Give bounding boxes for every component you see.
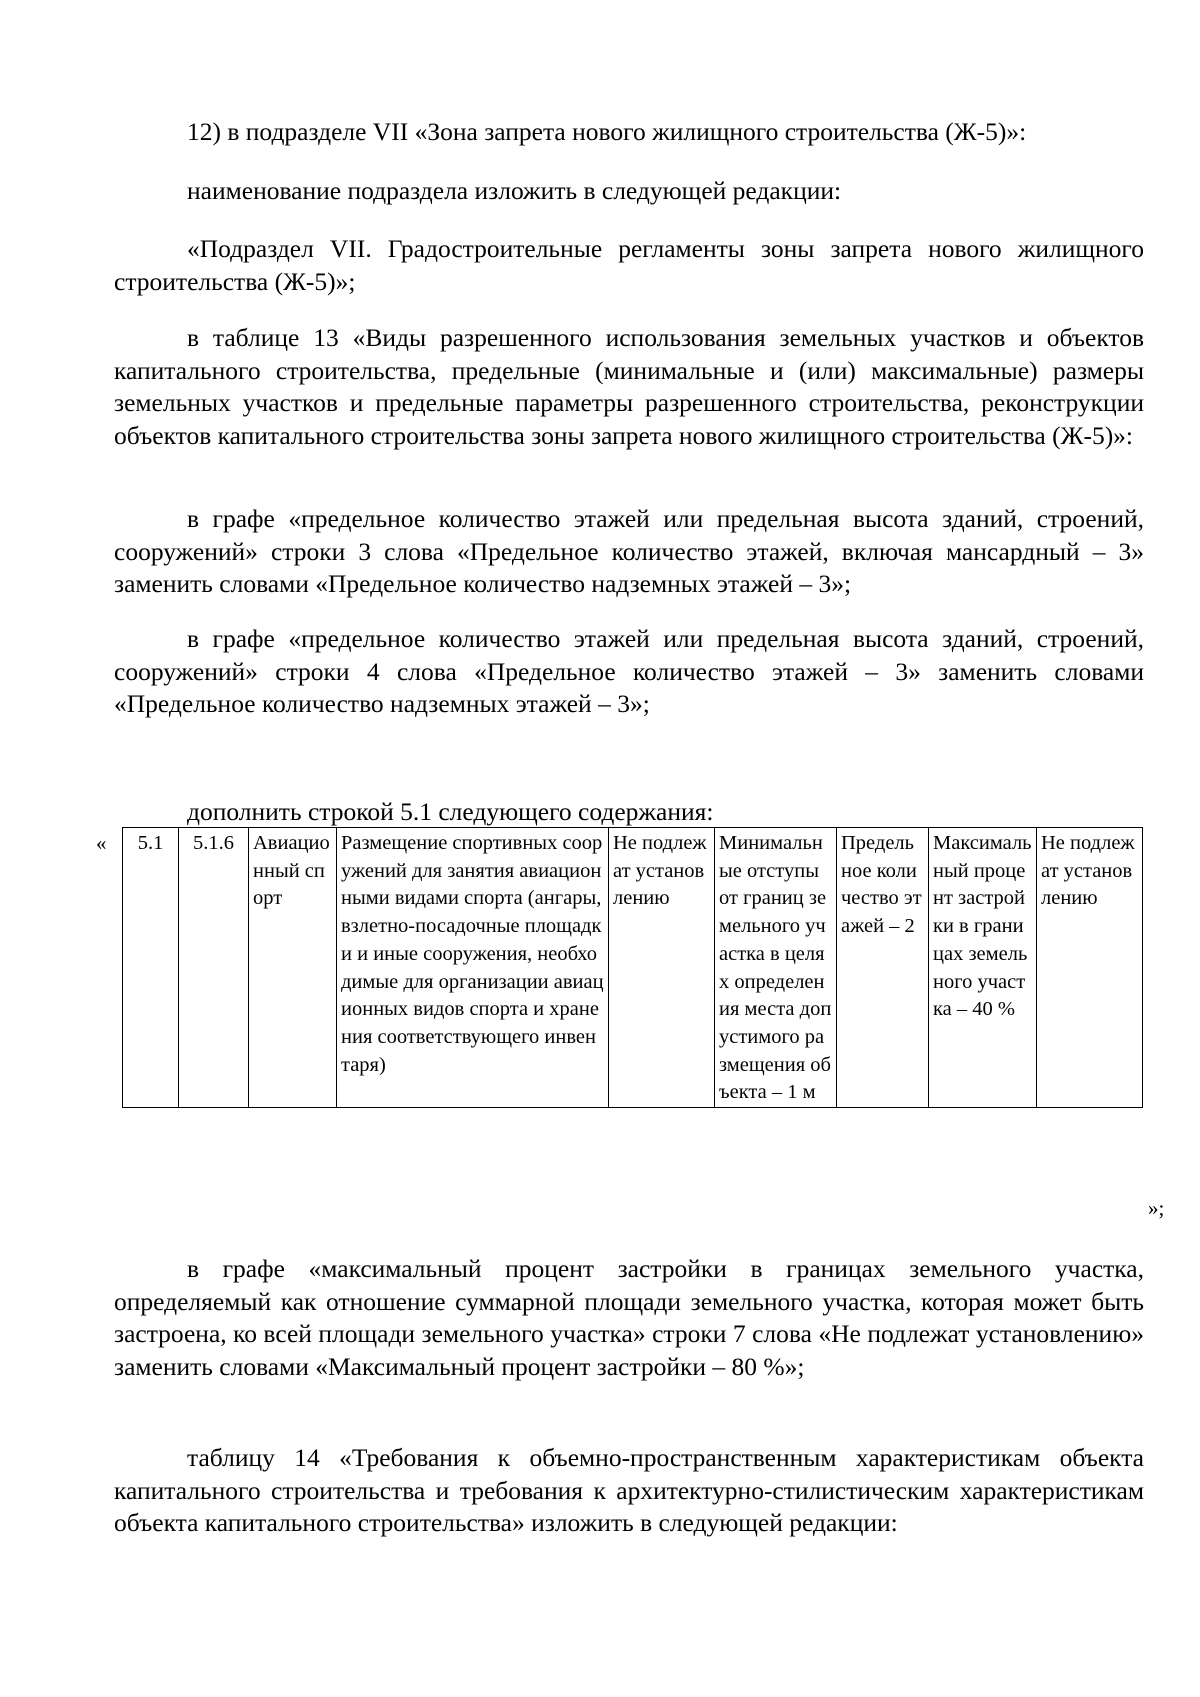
paragraph-table-13: в таблице 13 «Виды разрешенного использования земельных участков и объектов капитального строительства, предельные (минимальные и (или) максимальные) размеры земельных участков и предельные параметры разрешенного строительства, реконструкции объектов капитального строительства зоны запрета нового жилищного строительства (Ж-5)»: <box>114 323 1144 450</box>
table-open-quote: « <box>96 831 107 855</box>
paragraph-item-12: 12) в подразделе VII «Зона запрета нового жилищного строительства (Ж-5)»: <box>187 117 1027 146</box>
paragraph-subsection-name: наименование подраздела изложить в следующей редакции: <box>187 176 842 205</box>
table-close-quote: »; <box>1148 1196 1165 1220</box>
cell-plot-size: Не подлежат установлению <box>609 828 715 1108</box>
paragraph-table-14: таблицу 14 «Требования к объемно-пространственным характеристикам объекта капитального строительства и требования к архитектурно-стилистическим характеристикам объекта капитального строительства» изложить в следующей редакции: <box>114 1443 1144 1537</box>
paragraph-subsection-title: «Подраздел VII. Градостроительные регламенты зоны запрета нового жилищного строительства (Ж-5)»; <box>114 234 1144 296</box>
cell-other: Не подлежат установлению <box>1037 828 1143 1108</box>
paragraph-row-7-change: в графе «максимальный процент застройки в границах земельного участка, определяемый как отношение суммарной площади земельного участка, которая может быть застроена, ко всей площади земельного участка» строки 7 слова «Не подлежат установлению» заменить словами «Максимальный процент застройки – 80 %»; <box>114 1254 1144 1381</box>
paragraph-row-4-change: в графе «предельное количество этажей или предельная высота зданий, строений, сооружений» строки 4 слова «Предельное количество этажей – 3» заменить словами «Предельное количество надземных этажей – 3»; <box>114 624 1144 718</box>
inserted-row-table <box>122 827 1143 1108</box>
cell-setbacks: Минимальные отступы от границ земельного участка в целях определения места допустимого размещения объекта – 1 м <box>715 828 837 1108</box>
paragraph-row-3-change: в графе «предельное количество этажей или предельная высота зданий, строений, сооружений» строки 3 слова «Предельное количество этажей, включая мансардный – 3» заменить словами «Предельное количество надземных этажей – 3»; <box>114 504 1144 598</box>
cell-row-number: 5.1 <box>123 828 179 1108</box>
table-row <box>123 828 1143 1108</box>
cell-floors: Предельное количество этажей – 2 <box>837 828 929 1108</box>
cell-code: 5.1.6 <box>179 828 249 1108</box>
cell-use-type: Авиационный спорт <box>249 828 337 1108</box>
cell-build-percent: Максимальный процент застройки в границах земельного участка – 40 % <box>929 828 1037 1108</box>
paragraph-add-row: дополнить строкой 5.1 следующего содержания: <box>187 797 714 826</box>
cell-description: Размещение спортивных сооружений для занятия авиационными видами спорта (ангары, взлетно-посадочные площадки и иные сооружения, необходимые для организации авиационных видов спорта и хранения соответствующего инвентаря) <box>337 828 609 1108</box>
